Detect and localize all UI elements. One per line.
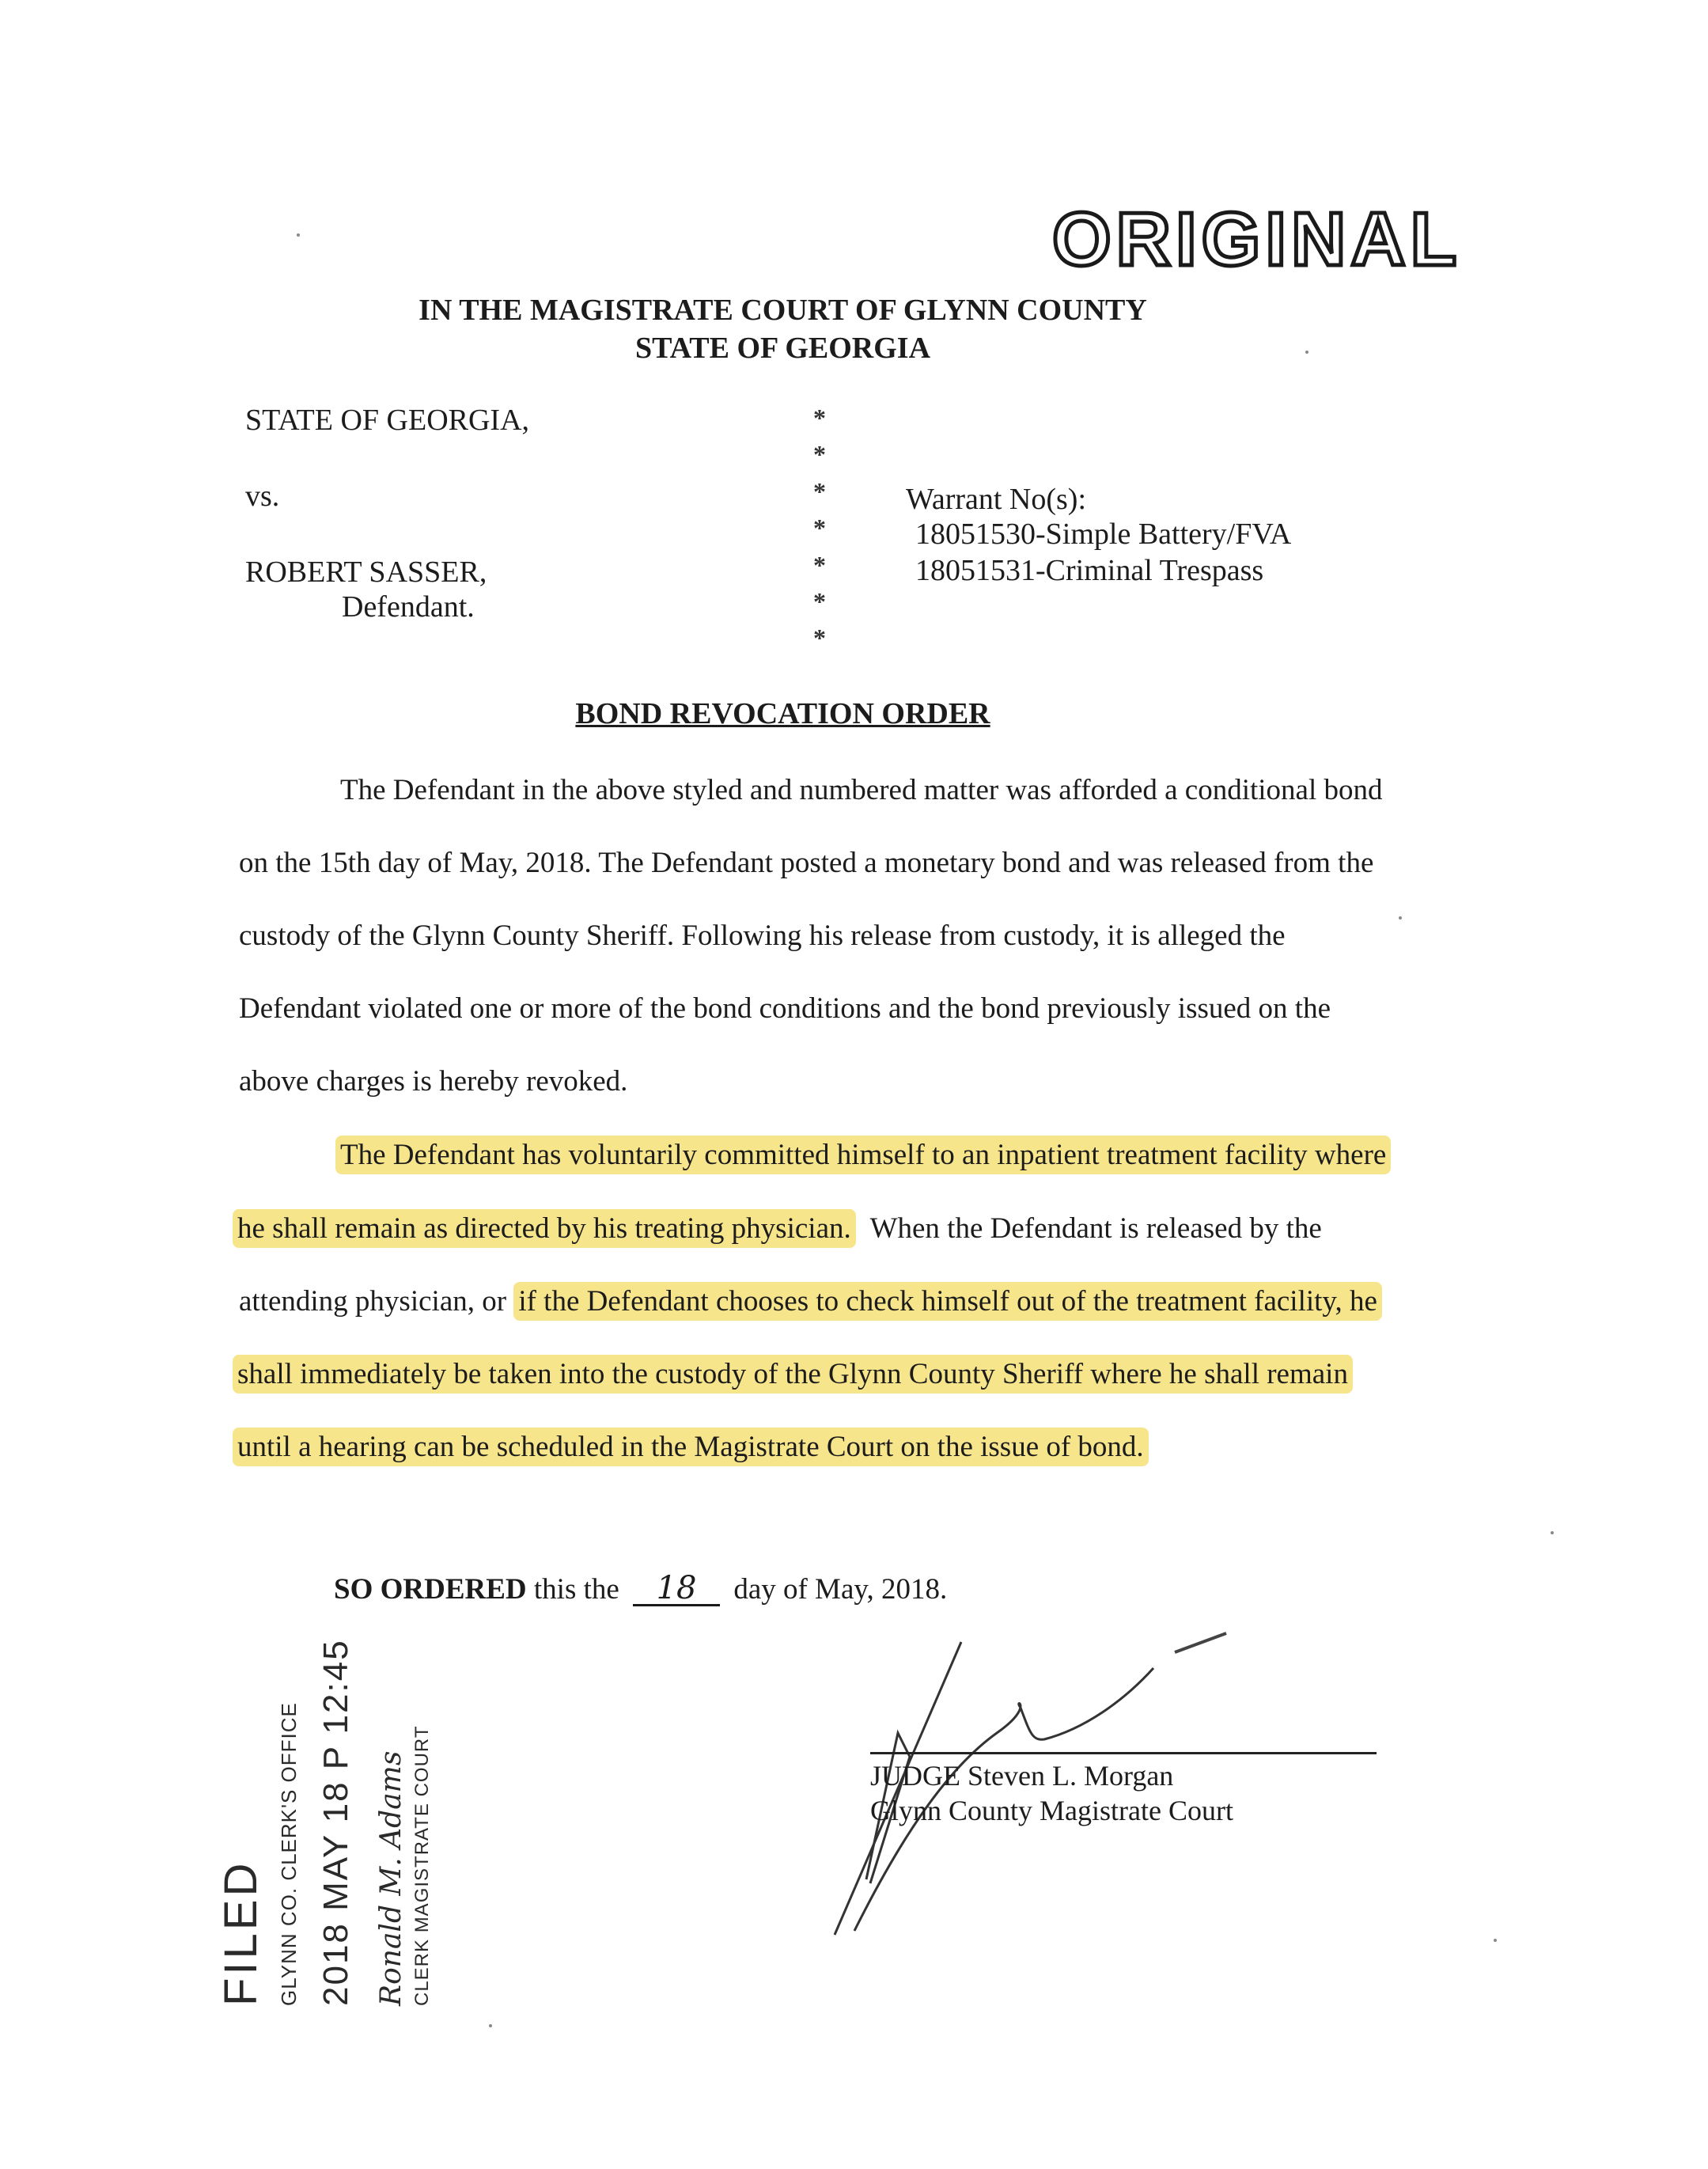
- so-ordered-label: SO ORDERED: [334, 1573, 527, 1606]
- paragraph-1-line: above charges is hereby revoked.: [239, 1065, 628, 1098]
- caption-separator: *: [813, 440, 826, 468]
- defendant-label: Defendant.: [342, 590, 475, 624]
- caption-separator: *: [813, 587, 826, 616]
- paragraph-2-line: [335, 1137, 1391, 1174]
- scan-speck: [1399, 916, 1402, 920]
- caption-separator: *: [813, 514, 826, 542]
- clerk-signature: Ronald M. Adams: [375, 1750, 407, 2006]
- highlighted-text: shall immediately be taken into the custody of the Glynn County Sheriff where he shall remain: [233, 1355, 1353, 1394]
- judge-court: Glynn County Magistrate Court: [870, 1795, 1233, 1826]
- paragraph-2-line: [233, 1211, 1322, 1247]
- scan-speck: [489, 2024, 492, 2027]
- filed-stamp: [215, 1639, 434, 2006]
- order-text: day of May, 2018.: [726, 1573, 948, 1606]
- filed-datetime: 2018 MAY 18 P 12:45: [316, 1639, 355, 2006]
- paragraph-1-line: custody of the Glynn County Sheriff. Following his release from custody, it is alleged the: [239, 920, 1286, 952]
- scan-speck: [297, 233, 300, 237]
- plaintiff-name: STATE OF GEORGIA,: [245, 404, 530, 437]
- document-title: BOND REVOCATION ORDER: [575, 697, 990, 730]
- filed-office-text: GLYNN CO. CLERK'S OFFICE: [277, 1702, 301, 2006]
- scan-speck: [1551, 1531, 1554, 1534]
- clerk-title: CLERK MAGISTRATE COURT: [411, 1725, 433, 2006]
- paragraph-2-line: [233, 1429, 1149, 1466]
- filed-office-row: [277, 1639, 301, 2006]
- caption-separator: *: [813, 551, 826, 579]
- so-ordered-line: [334, 1572, 947, 1606]
- scan-speck: [1305, 351, 1308, 354]
- warrant-number: 18051531-Criminal Trespass: [915, 554, 1264, 587]
- plain-text: When the Defendant is released by the: [855, 1212, 1322, 1245]
- paragraph-1-line: on the 15th day of May, 2018. The Defendant posted a monetary bond and was released from the: [239, 847, 1374, 879]
- paragraph-2-line: [233, 1356, 1353, 1393]
- warrant-label: Warrant No(s):: [906, 483, 1087, 516]
- scan-speck: [1494, 1939, 1497, 1942]
- versus-label: vs.: [245, 480, 280, 513]
- warrant-number: 18051530-Simple Battery/FVA: [915, 518, 1292, 551]
- court-state: STATE OF GEORGIA: [634, 332, 931, 365]
- caption-separator: *: [813, 404, 826, 432]
- paragraph-1-line: The Defendant in the above styled and numbered matter was afforded a conditional bond: [340, 774, 1383, 806]
- judge-name: JUDGE Steven L. Morgan: [870, 1760, 1174, 1792]
- defendant-name: ROBERT SASSER,: [245, 556, 487, 589]
- filed-label: FILED: [215, 1860, 267, 2006]
- paragraph-1-line: Defendant violated one or more of the bond conditions and the bond previously issued on the: [239, 992, 1331, 1025]
- court-name: IN THE MAGISTRATE COURT OF GLYNN COUNTY: [418, 294, 1147, 327]
- highlighted-text: The Defendant has voluntarily committed himself to an inpatient treatment facility where: [335, 1136, 1391, 1174]
- filed-stamp-row: [215, 1639, 277, 2006]
- highlighted-text: until a hearing can be scheduled in the Magistrate Court on the issue of bond.: [233, 1428, 1149, 1466]
- order-text: this the: [526, 1573, 627, 1606]
- signature-line: [870, 1752, 1377, 1754]
- highlighted-text: if the Defendant chooses to check himself out of the treatment facility, he: [513, 1282, 1382, 1321]
- plain-text: attending physician, or: [239, 1285, 514, 1318]
- original-stamp: ORIGINAL: [1052, 197, 1462, 282]
- handwritten-day-field: 18: [633, 1572, 720, 1606]
- paragraph-2-line: [239, 1284, 1382, 1320]
- caption-separator: *: [813, 477, 826, 506]
- highlighted-text: he shall remain as directed by his treating physician.: [233, 1209, 856, 1248]
- caption-separator: *: [813, 624, 826, 652]
